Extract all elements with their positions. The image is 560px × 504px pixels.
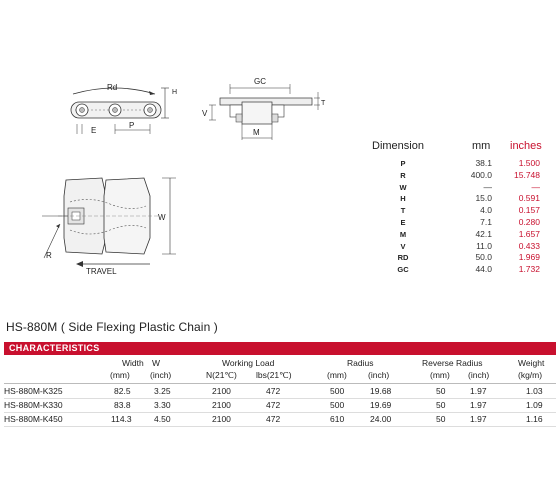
table-row: HS-880M-K330 83.8 3.30 2100 472 500 19.69 50 1.97 1.09 (4, 400, 543, 410)
p-label: P (129, 121, 135, 130)
mm-header: mm (472, 140, 491, 152)
dim-row-gc: GC 44.0 1.732 (397, 264, 540, 275)
m-label: M (253, 128, 260, 137)
dim-row-rd: RD 50.0 1.969 (397, 252, 540, 263)
header-radius-inch: (inch) (368, 370, 390, 380)
header-width-mm: (mm) (110, 370, 130, 380)
dim-row-v: V 11.0 0.433 (400, 240, 540, 251)
header-reverse-radius: Reverse Radius (422, 358, 483, 368)
header-weight: Weight (518, 358, 545, 368)
header-width-inch: (inch) (150, 370, 172, 380)
product-title: HS-880M ( Side Flexing Plastic Chain ) (6, 320, 218, 334)
dim-row-p: P 38.1 1.500 (400, 158, 540, 168)
header-weight-unit: (kg/m) (518, 370, 543, 380)
h-label: H (172, 89, 178, 96)
header-radius: Radius (347, 358, 374, 368)
dim-row-r: R 400.0 15.748 (400, 169, 540, 180)
table-row: HS-880M-K325 82.5 3.25 2100 472 500 19.68 50 1.97 1.03 (4, 386, 543, 396)
w-label: W (158, 213, 166, 222)
center-block (242, 102, 272, 124)
characteristics-label: CHARACTERISTICS (9, 343, 100, 353)
header-rr-inch: (inch) (468, 370, 490, 380)
side-view-diagram (55, 72, 195, 147)
header-wl-lbs: lbs(21℃) (256, 370, 292, 380)
rd-label: Rd (107, 83, 118, 92)
dim-row-h: H 15.0 0.591 (400, 193, 540, 204)
r-label: R (46, 251, 52, 260)
header-w: W (152, 358, 161, 368)
dimension-header: Dimension (372, 140, 424, 152)
travel-label: TRAVEL (86, 267, 117, 276)
dim-row-t: T 4.0 0.157 (400, 205, 540, 216)
dim-row-e: E 7.1 0.280 (400, 216, 540, 227)
v-label: V (202, 109, 208, 118)
table-row: HS-880M-K450 114.3 4.50 2100 472 610 24.00 50 1.97 1.16 (4, 414, 543, 424)
header-width: Width (122, 358, 144, 368)
dim-row-w: W — — (399, 181, 540, 192)
dimension-table-header (360, 138, 550, 158)
characteristics-bar (4, 342, 556, 355)
header-rr-mm: (mm) (430, 370, 450, 380)
header-radius-mm: (mm) (327, 370, 347, 380)
header-working-load: Working Load (222, 358, 275, 368)
inches-header: inches (510, 140, 542, 152)
e-label: E (91, 126, 97, 135)
header-wl-n: N(21℃) (206, 370, 237, 380)
top-view-diagram (30, 168, 190, 278)
gc-label: GC (254, 77, 266, 86)
front-view-diagram (192, 72, 332, 147)
t-label: T (321, 100, 326, 107)
dimension-table (360, 138, 550, 276)
dim-row-m: M 42.1 1.657 (399, 228, 540, 239)
